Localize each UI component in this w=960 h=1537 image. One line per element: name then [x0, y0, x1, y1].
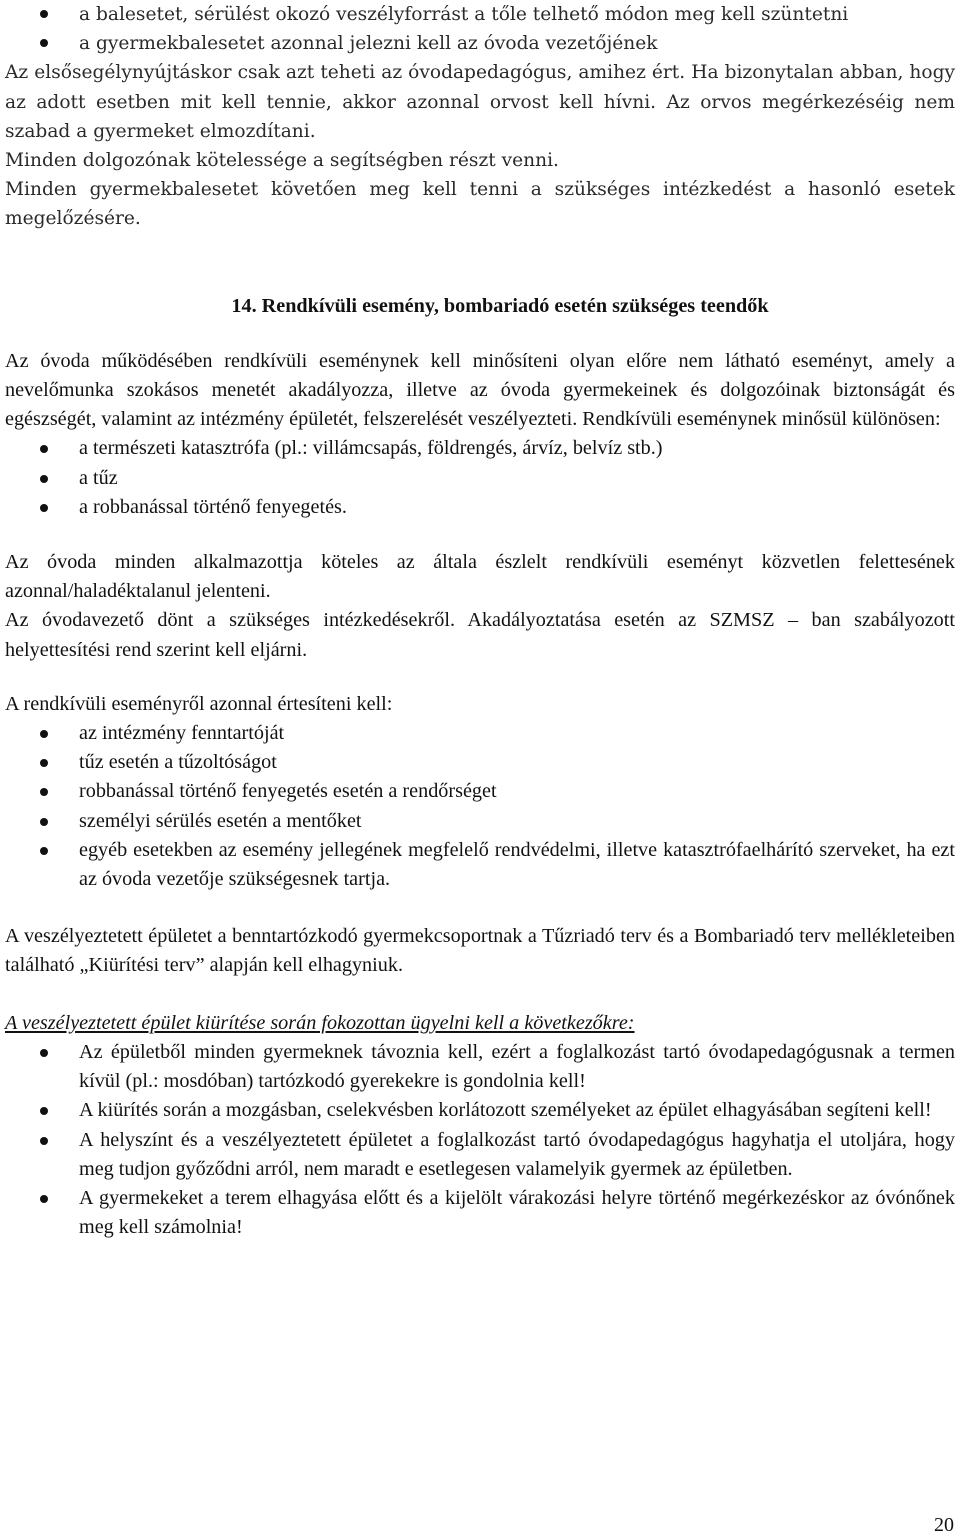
notify-intro: A rendkívüli eseményről azonnal értesíteni kell: [5, 692, 393, 715]
intro-paragraph: Az óvoda működésében rendkívüli eseménynek kell minősíteni olyan előre nem látható eseményt, amely a nevelőmunka szokásos menetét akadályozza, illetve az óvoda gyermekeinek és dolgozóinak biztonságát és egészségét, valamint az intézmény épületét, felszerelését veszélyezteti. Rendkívüli eseménynek minősül különösen: [5, 349, 955, 431]
notify-list [5, 719, 955, 894]
attention-list [5, 1038, 955, 1242]
list-item: Az épületből minden gyermeknek távoznia kell, ezért a foglalkozást tartó óvodapedagógusnak a termen kívül (pl.: mosdóban) tartózkodó gyerekekre is gondolnia kell! [5, 1038, 955, 1096]
list-item: a balesetet, sérülést okozó veszélyforrást a tőle telhető módon meg kell szüntetni [5, 0, 955, 29]
attention-heading: A veszélyeztetett épület kiürítése során fokozottan ügyelni kell a következőkre: [5, 1011, 635, 1034]
list-item: A helyszínt és a veszélyeztetett épületet a foglalkozást tartó óvodapedagógus hagyhatja el utoljára, hogy meg tudjon győződni arról, nem maradt e esetlegesen valamelyik gyermek az épületben. [5, 1126, 955, 1184]
list-item: egyéb esetekben az esemény jellegének megfelelő rendvédelmi, illetve katasztrófaelhárító szerveket, ha ezt az óvoda vezetője szükségesnek tartja. [5, 836, 955, 894]
duty-help-paragraph: Minden dolgozónak kötelessége a segítségben részt venni. [5, 150, 559, 172]
list-item: A gyermekeket a terem elhagyása előtt és a kijelölt várakozási helyre történő megérkezéskor az óvónőnek meg kell számolnia! [5, 1184, 955, 1242]
list-item: a természeti katasztrófa (pl.: villámcsapás, földrengés, árvíz, belvíz stb.) [5, 434, 955, 463]
list-item: a robbanással történő fenyegetés. [5, 493, 955, 522]
list-item: A kiürítés során a mozgásban, cselekvésben korlátozott személyeket az épület elhagyásában segíteni kell! [5, 1096, 955, 1125]
document-page [5, 0, 955, 1242]
page-number: 20 [934, 1514, 954, 1536]
list-item: a gyermekbalesetet azonnal jelezni kell az óvoda vezetőjének [5, 29, 955, 58]
top-bullet-list [5, 0, 955, 58]
list-item: az intézmény fenntartóját [5, 719, 955, 748]
leader-decision-paragraph: Az óvodavezető dönt a szükséges intézkedésekről. Akadályoztatása esetén az SZMSZ – ban szabályozott helyettesítési rend szerint kell eljárni. [5, 609, 955, 661]
evacuation-paragraph: A veszélyeztetett épületet a benntartózkodó gyermekcsoportnak a Tűzriadó terv és a Bombariadó terv mellékleteiben található „Kiürítési terv” alapján kell elhagyniuk. [5, 925, 955, 977]
list-item: a tűz [5, 464, 955, 493]
list-item: robbanással történő fenyegetés esetén a rendőrséget [5, 777, 955, 806]
prevention-paragraph: Minden gyermekbalesetet követően meg kell tenni a szükséges intézkedést a hasonló esetek megelőzésére. [5, 179, 955, 230]
report-duty-paragraph: Az óvoda minden alkalmazottja köteles az általa észlelt rendkívüli eseményt közvetlen felettesének azonnal/haladéktalanul jelenteni. [5, 551, 955, 603]
section-heading: 14. Rendkívüli esemény, bombariadó esetén szükséges teendők [231, 294, 769, 317]
special-events-list [5, 434, 955, 522]
first-aid-paragraph: Az elsősegélynyújtáskor csak azt teheti az óvodapedagógus, amihez ért. Ha bizonytalan abban, hogy az adott esetben mit kell tennie, akkor azonnal orvost kell hívni. Az orvos megérkezéséig nem szabad a gyermeket elmozdítani. [5, 62, 955, 142]
list-item: személyi sérülés esetén a mentőket [5, 807, 955, 836]
list-item: tűz esetén a tűzoltóságot [5, 748, 955, 777]
top-section [5, 0, 955, 234]
